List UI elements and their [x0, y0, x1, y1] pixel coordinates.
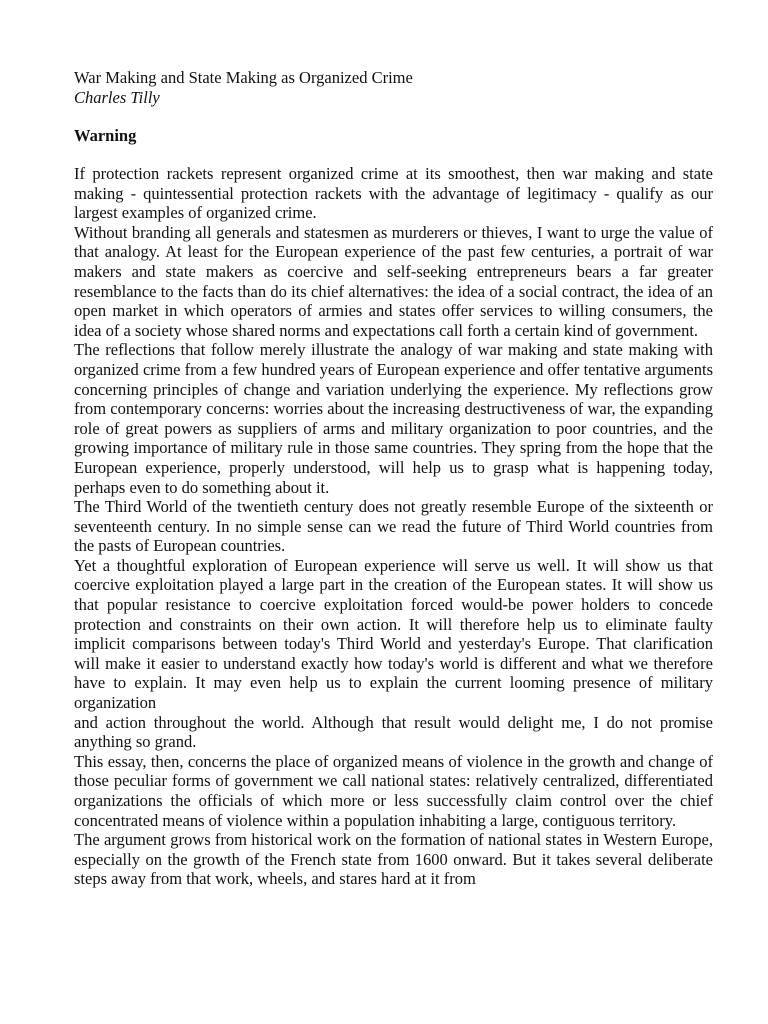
paragraph-5: Yet a thoughtful exploration of European experience will serve us well. It will show us that coercive exploitation played a large part in the creation of the European states. It will show us that popular resistance to coercive exploitation forced would-be power holders to concede protection and constraints on their own action. It will therefore help us to eliminate faulty implicit comparisons between today's Third World and yesterday's Europe. That clarification will make it easier to understand exactly how today's world is different and what we therefore have to explain. It may even help us to explain the current looming presence of military organization — [74, 555, 713, 713]
document-page — [74, 68, 713, 889]
section-heading: Warning — [74, 126, 137, 145]
paragraph-6: and action throughout the world. Although that result would delight me, I do not promise anything so grand. — [74, 712, 713, 752]
document-author: Charles Tilly — [74, 88, 160, 107]
paragraph-4: The Third World of the twentieth century does not greatly resemble Europe of the sixteenth or seventeenth century. In no simple sense can we read the future of Third World countries from the pasts of European countries. — [74, 497, 713, 556]
paragraph-3: The reflections that follow merely illustrate the analogy of war making and state making with organized crime from a few hundred years of European experience and offer tentative arguments concerning principles of change and variation underlying the experience. My reflections grow from contemporary concerns: worries about the increasing destructiveness of war, the expanding role of great powers as suppliers of arms and military organization to poor countries, and the growing importance of military rule in those same countries. They spring from the hope that the European experience, properly understood, will help us to grasp what is happening today, perhaps even to do something about it. — [74, 340, 713, 497]
paragraph-1: If protection rackets represent organized crime at its smoothest, then war making and state making - quintessential protection rackets with the advantage of legitimacy - qualify as our largest examples of organized crime. — [74, 164, 713, 223]
paragraph-2: Without branding all generals and statesmen as murderers or thieves, I want to urge the value of that analogy. At least for the European experience of the past few centuries, a portrait of war makers and state makers as coercive and self-seeking entrepreneurs bears a far greater resemblance to the facts than do its chief alternatives: the idea of a social contract, the idea of an open market in which operators of armies and states offer services to willing consumers, the idea of a society whose shared norms and expectations call forth a certain kind of government. — [74, 222, 713, 340]
document-title: War Making and State Making as Organized Crime — [74, 68, 413, 87]
paragraph-8: The argument grows from historical work on the formation of national states in Western Europe, especially on the growth of the French state from 1600 onward. But it takes several deliberate steps away from that work, wheels, and stares hard at it from — [74, 830, 713, 889]
paragraph-7: This essay, then, concerns the place of organized means of violence in the growth and change of those peculiar forms of government we call national states: relatively centralized, differentiated organizations the officials of which more or less successfully claim control over the chief concentrated means of violence within a population inhabiting a large, contiguous territory. — [74, 751, 713, 830]
